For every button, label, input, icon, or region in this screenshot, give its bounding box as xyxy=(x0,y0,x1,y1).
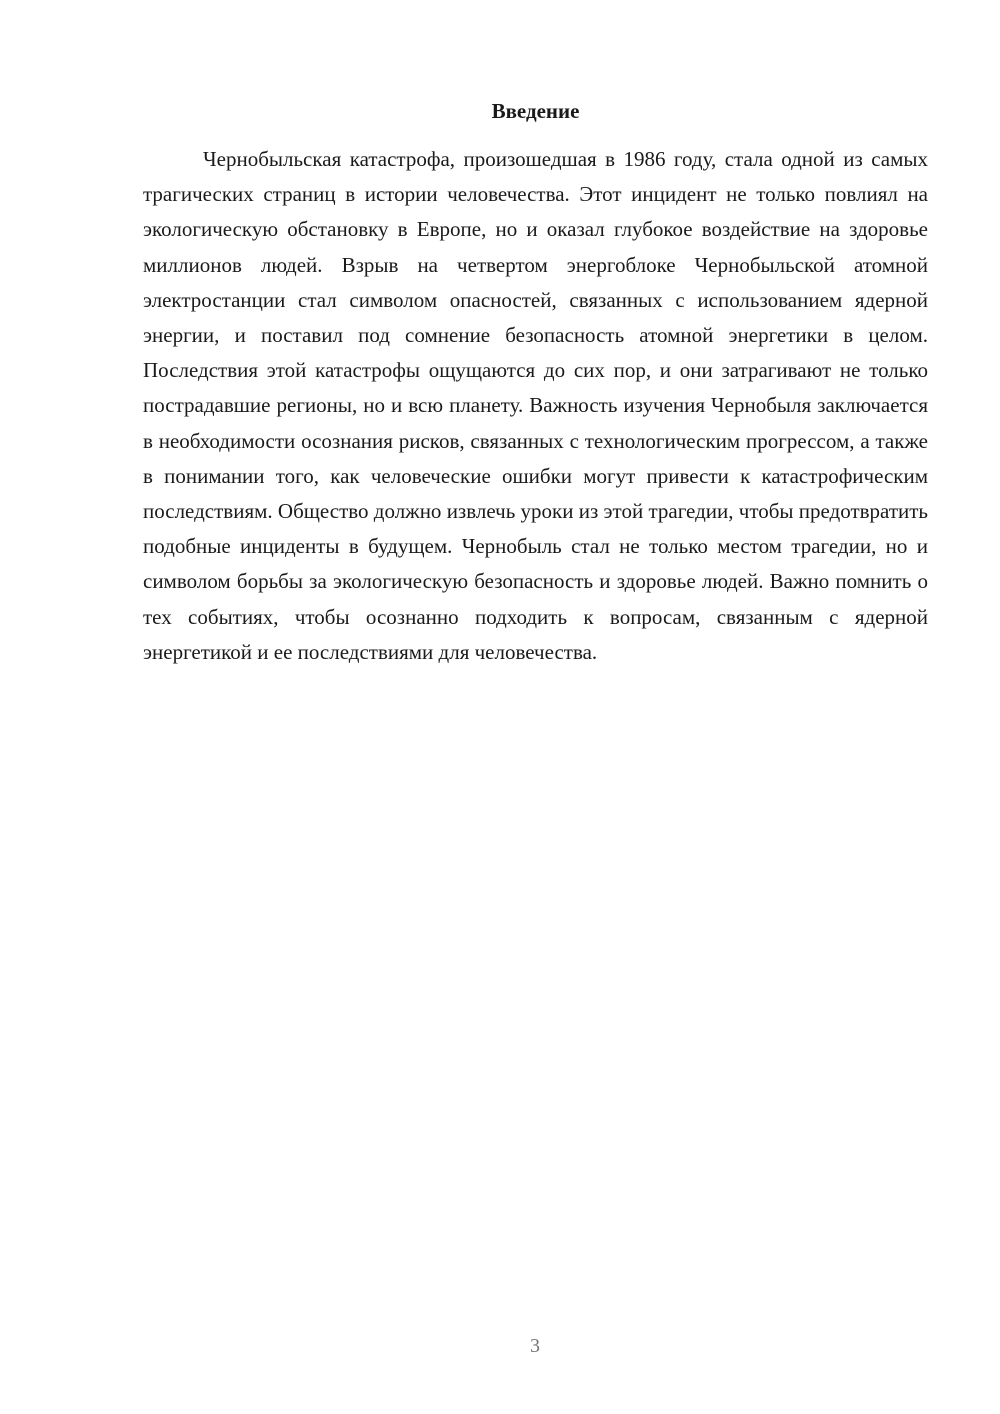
page-number: 3 xyxy=(530,1335,540,1357)
body-paragraph: Чернобыльская катастрофа, произошедшая в 1986 году, стала одной из самых трагических страниц в истории человечества. Этот инцидент не только повлиял на экологическую обстановку в Европе, но и оказал глубокое воздействие на здоровье миллионов людей. Взрыв на четвертом энергоблоке Чернобыльской атомной электростанции стал символом опасностей, связанных с использованием ядерной энергии, и поставил под сомнение безопасность атомной энергетики в целом. Последствия этой катастрофы ощущаются до сих пор, и они затрагивают не только пострадавшие регионы, но и всю планету. Важность изучения Чернобыля заключается в необходимости осознания рисков, связанных с технологическим прогрессом, а также в понимании того, как человеческие ошибки могут привести к катастрофическим последствиям. Общество должно извлечь уроки из этой трагедии, чтобы предотвратить подобные инциденты в будущем. Чернобыль стал не только местом трагедии, но и символом борьбы за экологическую безопасность и здоровье людей. Важно помнить о тех событиях, чтобы осознанно подходить к вопросам, связанным с ядерной энергетикой и ее последствиями для человечества. xyxy=(143,147,928,664)
section-heading: Введение xyxy=(491,99,580,123)
